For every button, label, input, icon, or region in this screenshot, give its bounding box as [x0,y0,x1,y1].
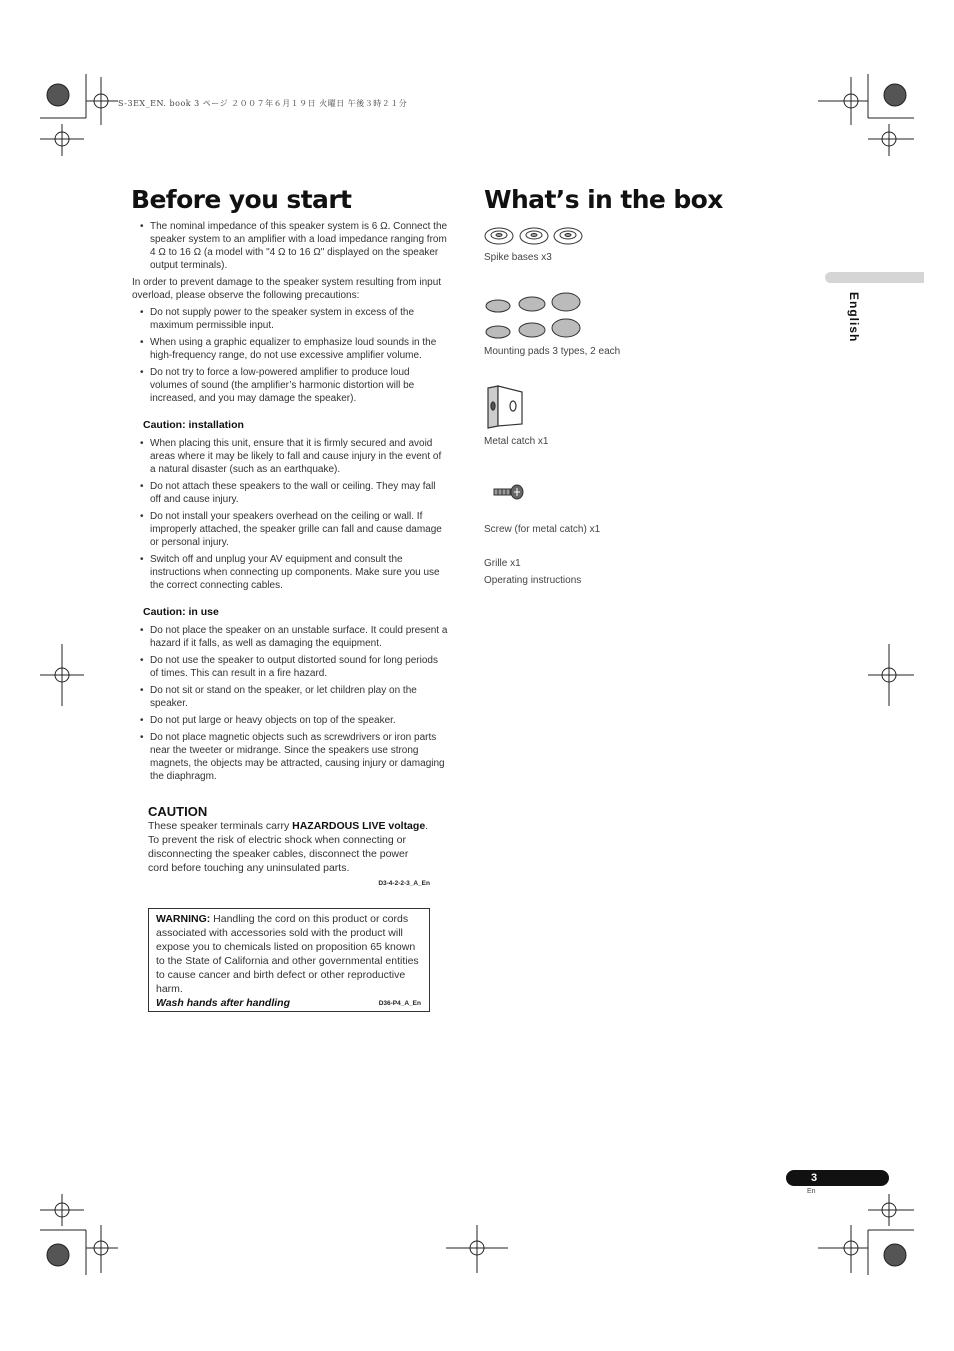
grille-label: Grille x1 [484,558,521,569]
metal-catch-icon [484,384,528,430]
screw-label: Screw (for metal catch) x1 [484,524,601,535]
language-tab-bar [825,272,924,283]
page-language-code: En [807,1188,816,1195]
intro-paragraph: In order to prevent damage to the speaker system resulting from input overload, please observe the following precautions: [132,277,442,301]
list-item: • When using a graphic equalizer to emphasize loud sounds in the high-frequency range, do not use excessive amplifier volume. [132,336,448,362]
list-item: • Do not attach these speakers to the wall or ceiling. They may fall off and cause injury. [132,480,448,506]
file-header: S-3EX_EN. book 3 ページ ２００７年６月１９日 火曜日 午後３時２１分 [118,99,408,108]
metal-catch-label: Metal catch x1 [484,436,549,447]
installation-list [132,437,448,592]
wash-hands-note: Wash hands after handling [156,997,290,1009]
caution-text: These speaker terminals carry HAZARDOUS LIVE voltage. To prevent the risk of electric shock when connecting or disconnecting the speaker cables, disconnect the power cord before touching any uninsulated parts. [148,820,429,874]
caution-code: D3-4-2-2-3_A_En [378,880,430,887]
language-tab-label: English [847,292,861,343]
warning-text: WARNING: Handling the cord on this product or cords associated with accessories sold with the product will expose you to chemicals listed on proposition 65 known to the State of California and other governmental entities to cause cancer and birth defect or other reproductive harm. [156,913,419,995]
page-number: 3 [810,1172,818,1184]
list-item: • When placing this unit, ensure that it is firmly secured and avoid areas where it may be likely to fall and cause injury in the event of a natural disaster (such as an earthquake). [132,437,448,476]
in-use-heading: Caution: in use [143,606,219,618]
list-item: • Do not supply power to the speaker system in excess of the maximum permissible input. [132,306,448,332]
left-column [132,220,448,787]
page-number-bar [786,1170,889,1186]
screw-icon [492,483,526,501]
operating-instructions-label: Operating instructions [484,575,582,586]
list-item: • Do not use the speaker to output distorted sound for long periods of times. This can result in a fire hazard. [132,654,448,680]
list-item: • Do not try to force a low-powered amplifier to produce loud volumes of sound (the amplifier’s harmonic distortion will be increased, and you may damage the speaker). [132,366,448,405]
list-item: • Do not install your speakers overhead on the ceiling or wall. If improperly attached, the speaker grille can fall and cause damage or personal injury. [132,510,448,549]
mounting-pads-label: Mounting pads 3 types, 2 each [484,346,621,357]
impedance-list [132,220,448,272]
list-item: • Switch off and unplug your AV equipment and consult the instructions when connecting up components. Make sure you use the correct connecting cables. [132,553,448,592]
precautions-list [132,306,448,405]
caution-block [148,804,430,887]
list-item: • Do not put large or heavy objects on top of the speaker. [132,714,448,727]
list-item: • Do not place magnetic objects such as screwdrivers or iron parts near the tweeter or midrange. Since the speakers use strong magnets, the objects may be attracted, causing injury or damaging the diaphragm. [132,731,448,783]
in-use-list [132,624,448,783]
page-title-before-you-start: Before you start [131,185,352,214]
warning-box [148,908,430,1012]
list-item: • Do not place the speaker on an unstable surface. It could present a hazard if it falls, as well as damaging the equipment. [132,624,448,650]
page-title-whats-in-the-box: What’s in the box [484,185,723,214]
mounting-pads-icon [484,288,584,342]
list-item: • Do not sit or stand on the speaker, or let children play on the speaker. [132,684,448,710]
list-item: • The nominal impedance of this speaker system is 6 Ω. Connect the speaker system to an amplifier with a load impedance ranging from 4 Ω to 16 Ω (a model with "4 Ω to 16 Ω" displayed on the speaker output terminals). [132,220,448,272]
spike-bases-label: Spike bases x3 [484,252,552,263]
caution-heading: CAUTION [148,804,208,819]
spike-bases-icon [484,224,584,248]
installation-heading: Caution: installation [143,419,244,431]
warning-code: D36-P4_A_En [378,1000,421,1007]
